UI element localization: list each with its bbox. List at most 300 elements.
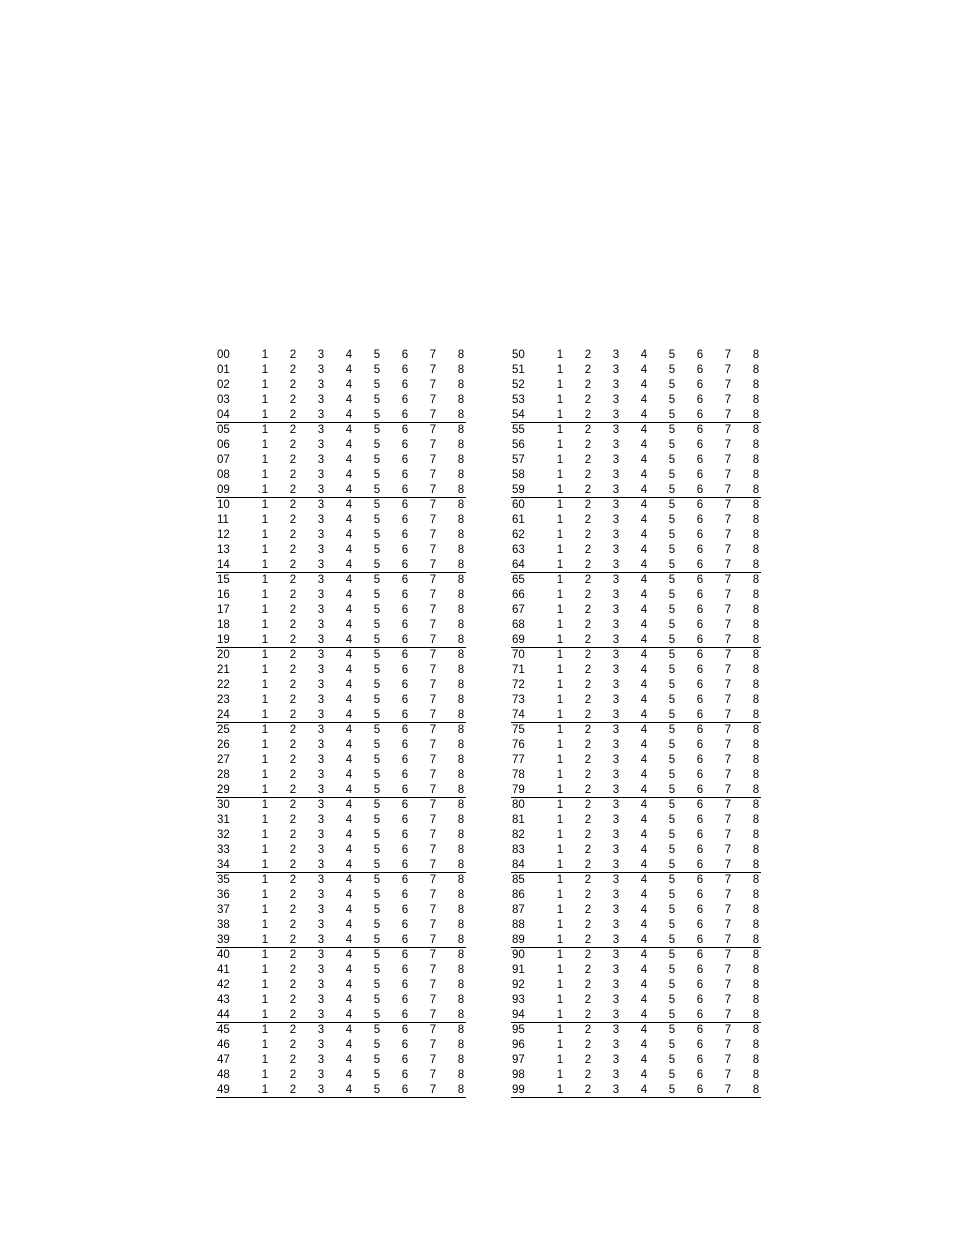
answer-option-1[interactable]: 1 — [261, 1009, 269, 1021]
answer-option-1[interactable]: 1 — [556, 949, 564, 961]
answer-option-2[interactable]: 2 — [584, 1069, 592, 1081]
answer-option-7[interactable]: 7 — [429, 814, 437, 826]
answer-option-8[interactable]: 8 — [752, 874, 760, 886]
answer-option-3[interactable]: 3 — [317, 559, 325, 571]
answer-option-3[interactable]: 3 — [317, 994, 325, 1006]
answer-option-8[interactable]: 8 — [457, 409, 465, 421]
answer-option-5[interactable]: 5 — [373, 844, 381, 856]
answer-option-6[interactable]: 6 — [696, 1069, 704, 1081]
answer-option-8[interactable]: 8 — [752, 514, 760, 526]
answer-option-4[interactable]: 4 — [345, 649, 353, 661]
answer-option-6[interactable]: 6 — [401, 394, 409, 406]
answer-option-8[interactable]: 8 — [752, 964, 760, 976]
answer-option-4[interactable]: 4 — [640, 634, 648, 646]
answer-option-2[interactable]: 2 — [289, 664, 297, 676]
answer-option-2[interactable]: 2 — [584, 784, 592, 796]
answer-option-1[interactable]: 1 — [556, 349, 564, 361]
answer-option-1[interactable]: 1 — [556, 709, 564, 721]
answer-option-1[interactable]: 1 — [556, 859, 564, 871]
answer-option-8[interactable]: 8 — [457, 634, 465, 646]
answer-option-7[interactable]: 7 — [724, 454, 732, 466]
answer-option-4[interactable]: 4 — [345, 364, 353, 376]
answer-option-7[interactable]: 7 — [429, 439, 437, 451]
answer-option-3[interactable]: 3 — [317, 724, 325, 736]
answer-option-4[interactable]: 4 — [640, 1024, 648, 1036]
answer-option-5[interactable]: 5 — [373, 544, 381, 556]
answer-option-5[interactable]: 5 — [373, 769, 381, 781]
answer-option-6[interactable]: 6 — [696, 754, 704, 766]
answer-option-5[interactable]: 5 — [668, 469, 676, 481]
answer-option-3[interactable]: 3 — [317, 499, 325, 511]
answer-option-3[interactable]: 3 — [317, 919, 325, 931]
answer-option-7[interactable]: 7 — [724, 754, 732, 766]
answer-option-1[interactable]: 1 — [261, 934, 269, 946]
answer-option-5[interactable]: 5 — [668, 754, 676, 766]
answer-option-7[interactable]: 7 — [429, 829, 437, 841]
answer-option-3[interactable]: 3 — [317, 529, 325, 541]
answer-option-6[interactable]: 6 — [696, 439, 704, 451]
answer-option-6[interactable]: 6 — [401, 424, 409, 436]
answer-option-6[interactable]: 6 — [696, 874, 704, 886]
answer-option-1[interactable]: 1 — [556, 469, 564, 481]
answer-option-2[interactable]: 2 — [584, 424, 592, 436]
answer-option-8[interactable]: 8 — [457, 889, 465, 901]
answer-option-6[interactable]: 6 — [696, 574, 704, 586]
answer-option-5[interactable]: 5 — [373, 949, 381, 961]
answer-option-2[interactable]: 2 — [289, 454, 297, 466]
answer-option-2[interactable]: 2 — [289, 724, 297, 736]
answer-option-1[interactable]: 1 — [261, 949, 269, 961]
answer-option-5[interactable]: 5 — [373, 529, 381, 541]
answer-option-5[interactable]: 5 — [668, 559, 676, 571]
answer-option-7[interactable]: 7 — [429, 364, 437, 376]
answer-option-1[interactable]: 1 — [261, 499, 269, 511]
answer-option-3[interactable]: 3 — [612, 919, 620, 931]
answer-option-2[interactable]: 2 — [289, 964, 297, 976]
answer-option-1[interactable]: 1 — [261, 484, 269, 496]
answer-option-8[interactable]: 8 — [457, 769, 465, 781]
answer-option-2[interactable]: 2 — [289, 739, 297, 751]
answer-option-2[interactable]: 2 — [584, 934, 592, 946]
answer-option-2[interactable]: 2 — [584, 1009, 592, 1021]
answer-option-8[interactable]: 8 — [457, 1069, 465, 1081]
answer-option-3[interactable]: 3 — [317, 964, 325, 976]
answer-option-4[interactable]: 4 — [640, 529, 648, 541]
answer-option-7[interactable]: 7 — [724, 619, 732, 631]
answer-option-2[interactable]: 2 — [584, 889, 592, 901]
answer-option-7[interactable]: 7 — [429, 529, 437, 541]
answer-option-5[interactable]: 5 — [668, 679, 676, 691]
answer-option-2[interactable]: 2 — [584, 649, 592, 661]
answer-option-5[interactable]: 5 — [668, 499, 676, 511]
answer-option-7[interactable]: 7 — [724, 769, 732, 781]
answer-option-6[interactable]: 6 — [696, 424, 704, 436]
answer-option-5[interactable]: 5 — [373, 559, 381, 571]
answer-option-2[interactable]: 2 — [289, 1054, 297, 1066]
answer-option-4[interactable]: 4 — [640, 514, 648, 526]
answer-option-2[interactable]: 2 — [584, 859, 592, 871]
answer-option-8[interactable]: 8 — [752, 859, 760, 871]
answer-option-2[interactable]: 2 — [584, 544, 592, 556]
answer-option-6[interactable]: 6 — [401, 514, 409, 526]
answer-option-3[interactable]: 3 — [612, 934, 620, 946]
answer-option-8[interactable]: 8 — [457, 424, 465, 436]
answer-option-1[interactable]: 1 — [261, 1084, 269, 1096]
answer-option-8[interactable]: 8 — [457, 364, 465, 376]
answer-option-1[interactable]: 1 — [556, 514, 564, 526]
answer-option-2[interactable]: 2 — [289, 1039, 297, 1051]
answer-option-2[interactable]: 2 — [584, 949, 592, 961]
answer-option-5[interactable]: 5 — [668, 1084, 676, 1096]
answer-option-7[interactable]: 7 — [724, 394, 732, 406]
answer-option-3[interactable]: 3 — [317, 469, 325, 481]
answer-option-7[interactable]: 7 — [429, 799, 437, 811]
answer-option-6[interactable]: 6 — [401, 1039, 409, 1051]
answer-option-2[interactable]: 2 — [584, 379, 592, 391]
answer-option-5[interactable]: 5 — [373, 814, 381, 826]
answer-option-5[interactable]: 5 — [373, 784, 381, 796]
answer-option-7[interactable]: 7 — [724, 904, 732, 916]
answer-option-5[interactable]: 5 — [668, 619, 676, 631]
answer-option-6[interactable]: 6 — [696, 379, 704, 391]
answer-option-4[interactable]: 4 — [345, 829, 353, 841]
answer-option-7[interactable]: 7 — [429, 694, 437, 706]
answer-option-5[interactable]: 5 — [668, 874, 676, 886]
answer-option-2[interactable]: 2 — [289, 604, 297, 616]
answer-option-3[interactable]: 3 — [317, 574, 325, 586]
answer-option-4[interactable]: 4 — [640, 394, 648, 406]
answer-option-4[interactable]: 4 — [345, 844, 353, 856]
answer-option-2[interactable]: 2 — [584, 919, 592, 931]
answer-option-2[interactable]: 2 — [289, 1009, 297, 1021]
answer-option-3[interactable]: 3 — [612, 784, 620, 796]
answer-option-6[interactable]: 6 — [696, 964, 704, 976]
answer-option-6[interactable]: 6 — [401, 679, 409, 691]
answer-option-7[interactable]: 7 — [724, 439, 732, 451]
answer-option-6[interactable]: 6 — [401, 1069, 409, 1081]
answer-option-7[interactable]: 7 — [429, 724, 437, 736]
answer-option-5[interactable]: 5 — [373, 904, 381, 916]
answer-option-4[interactable]: 4 — [640, 934, 648, 946]
answer-option-5[interactable]: 5 — [668, 979, 676, 991]
answer-option-2[interactable]: 2 — [289, 919, 297, 931]
answer-option-6[interactable]: 6 — [696, 499, 704, 511]
answer-option-8[interactable]: 8 — [752, 889, 760, 901]
answer-option-3[interactable]: 3 — [612, 994, 620, 1006]
answer-option-3[interactable]: 3 — [612, 364, 620, 376]
answer-option-4[interactable]: 4 — [345, 499, 353, 511]
answer-option-5[interactable]: 5 — [373, 919, 381, 931]
answer-option-1[interactable]: 1 — [261, 844, 269, 856]
answer-option-6[interactable]: 6 — [401, 724, 409, 736]
answer-option-6[interactable]: 6 — [696, 769, 704, 781]
answer-option-8[interactable]: 8 — [752, 589, 760, 601]
answer-option-2[interactable]: 2 — [584, 874, 592, 886]
answer-option-7[interactable]: 7 — [429, 994, 437, 1006]
answer-option-2[interactable]: 2 — [289, 364, 297, 376]
answer-option-3[interactable]: 3 — [612, 739, 620, 751]
answer-option-4[interactable]: 4 — [640, 754, 648, 766]
answer-option-1[interactable]: 1 — [556, 739, 564, 751]
answer-option-7[interactable]: 7 — [724, 679, 732, 691]
answer-option-1[interactable]: 1 — [261, 439, 269, 451]
answer-option-7[interactable]: 7 — [429, 1069, 437, 1081]
answer-option-1[interactable]: 1 — [261, 544, 269, 556]
answer-option-6[interactable]: 6 — [696, 409, 704, 421]
answer-option-8[interactable]: 8 — [457, 1084, 465, 1096]
answer-option-1[interactable]: 1 — [261, 709, 269, 721]
answer-option-5[interactable]: 5 — [668, 439, 676, 451]
answer-option-3[interactable]: 3 — [612, 679, 620, 691]
answer-option-3[interactable]: 3 — [317, 769, 325, 781]
answer-option-2[interactable]: 2 — [289, 484, 297, 496]
answer-option-5[interactable]: 5 — [373, 829, 381, 841]
answer-option-7[interactable]: 7 — [724, 694, 732, 706]
answer-option-1[interactable]: 1 — [261, 994, 269, 1006]
answer-option-1[interactable]: 1 — [261, 379, 269, 391]
answer-option-5[interactable]: 5 — [668, 919, 676, 931]
answer-option-1[interactable]: 1 — [556, 379, 564, 391]
answer-option-4[interactable]: 4 — [345, 634, 353, 646]
answer-option-1[interactable]: 1 — [556, 664, 564, 676]
answer-option-7[interactable]: 7 — [724, 1054, 732, 1066]
answer-option-7[interactable]: 7 — [429, 634, 437, 646]
answer-option-4[interactable]: 4 — [345, 979, 353, 991]
answer-option-4[interactable]: 4 — [345, 424, 353, 436]
answer-option-7[interactable]: 7 — [429, 889, 437, 901]
answer-option-2[interactable]: 2 — [584, 394, 592, 406]
answer-option-6[interactable]: 6 — [696, 469, 704, 481]
answer-option-1[interactable]: 1 — [556, 649, 564, 661]
answer-option-4[interactable]: 4 — [345, 559, 353, 571]
answer-option-3[interactable]: 3 — [317, 889, 325, 901]
answer-option-6[interactable]: 6 — [401, 874, 409, 886]
answer-option-8[interactable]: 8 — [457, 934, 465, 946]
answer-option-7[interactable]: 7 — [724, 1084, 732, 1096]
answer-option-8[interactable]: 8 — [457, 679, 465, 691]
answer-option-3[interactable]: 3 — [317, 664, 325, 676]
answer-option-2[interactable]: 2 — [584, 904, 592, 916]
answer-option-8[interactable]: 8 — [457, 1009, 465, 1021]
answer-option-3[interactable]: 3 — [612, 604, 620, 616]
answer-option-2[interactable]: 2 — [289, 844, 297, 856]
answer-option-3[interactable]: 3 — [317, 649, 325, 661]
answer-option-5[interactable]: 5 — [373, 694, 381, 706]
answer-option-5[interactable]: 5 — [373, 574, 381, 586]
answer-option-6[interactable]: 6 — [401, 589, 409, 601]
answer-option-7[interactable]: 7 — [429, 679, 437, 691]
answer-option-5[interactable]: 5 — [373, 514, 381, 526]
answer-option-6[interactable]: 6 — [401, 529, 409, 541]
answer-option-3[interactable]: 3 — [612, 634, 620, 646]
answer-option-8[interactable]: 8 — [457, 484, 465, 496]
answer-option-8[interactable]: 8 — [752, 1024, 760, 1036]
answer-option-6[interactable]: 6 — [401, 784, 409, 796]
answer-option-4[interactable]: 4 — [640, 799, 648, 811]
answer-option-4[interactable]: 4 — [640, 619, 648, 631]
answer-option-8[interactable]: 8 — [752, 904, 760, 916]
answer-option-4[interactable]: 4 — [640, 1054, 648, 1066]
answer-option-4[interactable]: 4 — [640, 844, 648, 856]
answer-option-1[interactable]: 1 — [556, 484, 564, 496]
answer-option-5[interactable]: 5 — [668, 844, 676, 856]
answer-option-1[interactable]: 1 — [556, 994, 564, 1006]
answer-option-4[interactable]: 4 — [640, 889, 648, 901]
answer-option-4[interactable]: 4 — [640, 1084, 648, 1096]
answer-option-5[interactable]: 5 — [373, 979, 381, 991]
answer-option-5[interactable]: 5 — [373, 964, 381, 976]
answer-option-7[interactable]: 7 — [724, 949, 732, 961]
answer-option-6[interactable]: 6 — [401, 964, 409, 976]
answer-option-3[interactable]: 3 — [612, 799, 620, 811]
answer-option-7[interactable]: 7 — [429, 559, 437, 571]
answer-option-7[interactable]: 7 — [429, 574, 437, 586]
answer-option-6[interactable]: 6 — [401, 379, 409, 391]
answer-option-6[interactable]: 6 — [401, 1009, 409, 1021]
answer-option-8[interactable]: 8 — [457, 649, 465, 661]
answer-option-2[interactable]: 2 — [584, 499, 592, 511]
answer-option-2[interactable]: 2 — [584, 439, 592, 451]
answer-option-5[interactable]: 5 — [373, 499, 381, 511]
answer-option-8[interactable]: 8 — [752, 409, 760, 421]
answer-option-8[interactable]: 8 — [752, 739, 760, 751]
answer-option-3[interactable]: 3 — [612, 709, 620, 721]
answer-option-3[interactable]: 3 — [612, 619, 620, 631]
answer-option-7[interactable]: 7 — [429, 1084, 437, 1096]
answer-option-3[interactable]: 3 — [317, 784, 325, 796]
answer-option-7[interactable]: 7 — [429, 499, 437, 511]
answer-option-7[interactable]: 7 — [724, 604, 732, 616]
answer-option-5[interactable]: 5 — [668, 604, 676, 616]
answer-option-1[interactable]: 1 — [556, 604, 564, 616]
answer-option-5[interactable]: 5 — [668, 544, 676, 556]
answer-option-5[interactable]: 5 — [668, 709, 676, 721]
answer-option-6[interactable]: 6 — [401, 649, 409, 661]
answer-option-2[interactable]: 2 — [289, 619, 297, 631]
answer-option-6[interactable]: 6 — [401, 484, 409, 496]
answer-option-6[interactable]: 6 — [696, 619, 704, 631]
answer-option-7[interactable]: 7 — [429, 769, 437, 781]
answer-option-6[interactable]: 6 — [401, 859, 409, 871]
answer-option-6[interactable]: 6 — [401, 664, 409, 676]
answer-option-7[interactable]: 7 — [724, 574, 732, 586]
answer-option-1[interactable]: 1 — [261, 574, 269, 586]
answer-option-5[interactable]: 5 — [668, 739, 676, 751]
answer-option-4[interactable]: 4 — [640, 994, 648, 1006]
answer-option-7[interactable]: 7 — [429, 409, 437, 421]
answer-option-1[interactable]: 1 — [556, 979, 564, 991]
answer-option-5[interactable]: 5 — [373, 364, 381, 376]
answer-option-7[interactable]: 7 — [429, 1039, 437, 1051]
answer-option-7[interactable]: 7 — [429, 874, 437, 886]
answer-option-3[interactable]: 3 — [317, 634, 325, 646]
answer-option-8[interactable]: 8 — [457, 529, 465, 541]
answer-option-5[interactable]: 5 — [373, 349, 381, 361]
answer-option-2[interactable]: 2 — [289, 754, 297, 766]
answer-option-1[interactable]: 1 — [556, 1039, 564, 1051]
answer-option-7[interactable]: 7 — [724, 424, 732, 436]
answer-option-1[interactable]: 1 — [261, 454, 269, 466]
answer-option-6[interactable]: 6 — [401, 544, 409, 556]
answer-option-5[interactable]: 5 — [668, 814, 676, 826]
answer-option-8[interactable]: 8 — [752, 829, 760, 841]
answer-option-7[interactable]: 7 — [724, 934, 732, 946]
answer-option-3[interactable]: 3 — [612, 394, 620, 406]
answer-option-8[interactable]: 8 — [457, 514, 465, 526]
answer-option-5[interactable]: 5 — [668, 649, 676, 661]
answer-option-7[interactable]: 7 — [724, 469, 732, 481]
answer-option-4[interactable]: 4 — [640, 1069, 648, 1081]
answer-option-2[interactable]: 2 — [584, 754, 592, 766]
answer-option-3[interactable]: 3 — [612, 424, 620, 436]
answer-option-6[interactable]: 6 — [696, 514, 704, 526]
answer-option-4[interactable]: 4 — [640, 484, 648, 496]
answer-option-6[interactable]: 6 — [696, 1039, 704, 1051]
answer-option-2[interactable]: 2 — [289, 949, 297, 961]
answer-option-6[interactable]: 6 — [696, 739, 704, 751]
answer-option-8[interactable]: 8 — [752, 454, 760, 466]
answer-option-1[interactable]: 1 — [261, 814, 269, 826]
answer-option-5[interactable]: 5 — [668, 694, 676, 706]
answer-option-7[interactable]: 7 — [429, 619, 437, 631]
answer-option-3[interactable]: 3 — [317, 754, 325, 766]
answer-option-6[interactable]: 6 — [401, 1054, 409, 1066]
answer-option-4[interactable]: 4 — [345, 874, 353, 886]
answer-option-6[interactable]: 6 — [696, 1084, 704, 1096]
answer-option-4[interactable]: 4 — [345, 904, 353, 916]
answer-option-1[interactable]: 1 — [261, 529, 269, 541]
answer-option-8[interactable]: 8 — [457, 829, 465, 841]
answer-option-2[interactable]: 2 — [584, 619, 592, 631]
answer-option-2[interactable]: 2 — [289, 1069, 297, 1081]
answer-option-1[interactable]: 1 — [556, 574, 564, 586]
answer-option-1[interactable]: 1 — [556, 1009, 564, 1021]
answer-option-8[interactable]: 8 — [752, 604, 760, 616]
answer-option-2[interactable]: 2 — [584, 679, 592, 691]
answer-option-3[interactable]: 3 — [612, 409, 620, 421]
answer-option-3[interactable]: 3 — [317, 424, 325, 436]
answer-option-3[interactable]: 3 — [317, 1054, 325, 1066]
answer-option-3[interactable]: 3 — [612, 664, 620, 676]
answer-option-7[interactable]: 7 — [724, 364, 732, 376]
answer-option-2[interactable]: 2 — [584, 1024, 592, 1036]
answer-option-5[interactable]: 5 — [373, 739, 381, 751]
answer-option-2[interactable]: 2 — [289, 394, 297, 406]
answer-option-6[interactable]: 6 — [696, 919, 704, 931]
answer-option-3[interactable]: 3 — [317, 1069, 325, 1081]
answer-option-1[interactable]: 1 — [261, 1054, 269, 1066]
answer-option-7[interactable]: 7 — [724, 1024, 732, 1036]
answer-option-2[interactable]: 2 — [584, 1054, 592, 1066]
answer-option-2[interactable]: 2 — [289, 829, 297, 841]
answer-option-7[interactable]: 7 — [429, 964, 437, 976]
answer-option-6[interactable]: 6 — [401, 1084, 409, 1096]
answer-option-3[interactable]: 3 — [612, 904, 620, 916]
answer-option-5[interactable]: 5 — [668, 484, 676, 496]
answer-option-7[interactable]: 7 — [429, 784, 437, 796]
answer-option-3[interactable]: 3 — [612, 1024, 620, 1036]
answer-option-3[interactable]: 3 — [317, 829, 325, 841]
answer-option-1[interactable]: 1 — [261, 979, 269, 991]
answer-option-7[interactable]: 7 — [429, 904, 437, 916]
answer-option-2[interactable]: 2 — [584, 484, 592, 496]
answer-option-6[interactable]: 6 — [401, 979, 409, 991]
answer-option-4[interactable]: 4 — [345, 544, 353, 556]
answer-option-7[interactable]: 7 — [429, 709, 437, 721]
answer-option-2[interactable]: 2 — [584, 574, 592, 586]
answer-option-8[interactable]: 8 — [752, 979, 760, 991]
answer-option-3[interactable]: 3 — [317, 1009, 325, 1021]
